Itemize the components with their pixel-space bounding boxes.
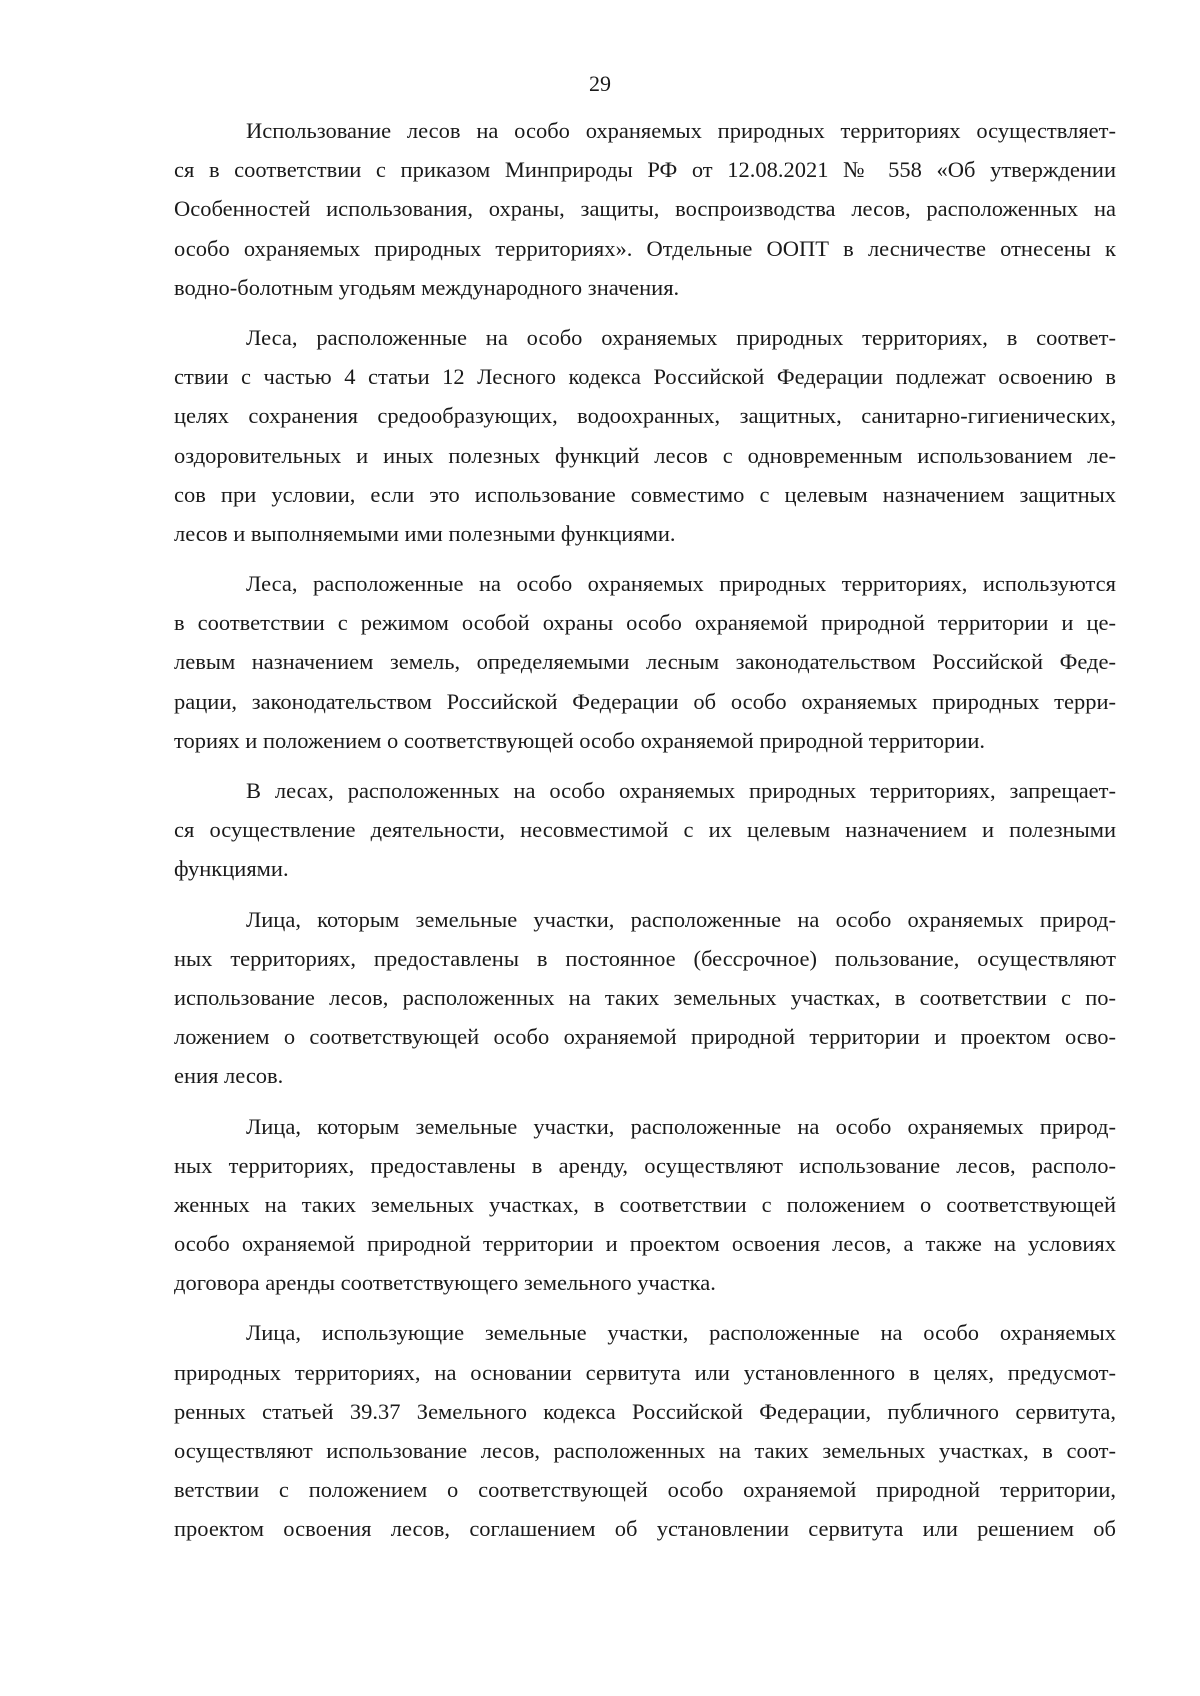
paragraph [174, 111, 1116, 307]
text-line: ренных статьей 39.37 Земельного кодекса Российской Федерации, публичного сервитута, [174, 1398, 1116, 1424]
text-line: ся в соответствии с приказом Минприроды РФ от 12.08.2021 № 558 «Об утверждении [174, 157, 1116, 183]
paragraph-spacer [174, 307, 1116, 318]
paragraph [174, 771, 1116, 889]
paragraph-spacer [174, 760, 1116, 771]
paragraph [174, 1313, 1116, 1548]
document-body [174, 111, 1116, 1549]
text-line: ториях и положением о соответствующей особо охраняемой природной территории. [174, 727, 986, 753]
text-line: Леса, расположенные на особо охраняемых природных территориях, в соответ- [246, 324, 1116, 350]
text-line: природных территориях, на основании сервитута или установленного в целях, предусмот- [174, 1359, 1116, 1385]
text-line: левым назначением земель, определяемыми лесным законодательством Российской Феде- [174, 649, 1116, 675]
text-line: функциями. [174, 856, 289, 882]
text-line: ных территориях, предоставлены в аренду, осуществляют использование лесов, располо- [174, 1152, 1116, 1178]
text-line: использование лесов, расположенных на таких земельных участках, в соответствии с по- [174, 984, 1116, 1010]
text-line: Лица, которым земельные участки, расположенные на особо охраняемых природ- [246, 906, 1116, 932]
text-line: оздоровительных и иных полезных функций лесов с одновременным использованием ле- [174, 442, 1116, 468]
text-line: Лица, использующие земельные участки, расположенные на особо охраняемых [246, 1320, 1116, 1346]
text-line: целях сохранения средообразующих, водоохранных, защитных, санитарно-гигиенических, [174, 403, 1116, 429]
paragraph [174, 900, 1116, 1096]
text-line: особо охраняемой природной территории и проектом освоения лесов, а также на условиях [174, 1231, 1116, 1257]
paragraph-spacer [174, 553, 1116, 564]
text-line: В лесах, расположенных на особо охраняемых природных территориях, запрещает- [246, 778, 1116, 803]
paragraph [174, 564, 1116, 760]
text-line: рации, законодательством Российской Федерации об особо охраняемых природных терри- [174, 688, 1116, 714]
paragraph-spacer [174, 889, 1116, 900]
text-line: Использование лесов на особо охраняемых природных территориях осуществляет- [246, 118, 1116, 143]
text-line: женных на таких земельных участках, в соответствии с положением о соответствующей [174, 1191, 1116, 1217]
paragraph-spacer [174, 1302, 1116, 1313]
text-line: в соответствии с режимом особой охраны особо охраняемой природной территории и це- [174, 610, 1116, 636]
text-line: ения лесов. [174, 1063, 284, 1089]
text-line: Леса, расположенные на особо охраняемых природных территориях, используются [246, 571, 1116, 597]
text-line: ствии с частью 4 статьи 12 Лесного кодекса Российской Федерации подлежат освоению в [174, 364, 1116, 390]
text-line: ся осуществление деятельности, несовместимой с их целевым назначением и полезными [174, 817, 1116, 843]
text-line: осуществляют использование лесов, расположенных на таких земельных участках, в соот- [174, 1438, 1116, 1463]
text-line: ветствии с положением о соответствующей особо охраняемой природной территории, [174, 1477, 1116, 1503]
text-line: Особенностей использования, охраны, защиты, воспроизводства лесов, расположенных на [174, 196, 1116, 222]
paragraph [174, 318, 1116, 553]
paragraph [174, 1107, 1116, 1303]
text-line: проектом освоения лесов, соглашением об установлении сервитута или решением об [174, 1516, 1116, 1542]
text-line: сов при условии, если это использование совместимо с целевым назначением защитных [174, 481, 1116, 507]
text-line: лесов и выполняемыми ими полезными функциями. [174, 520, 676, 546]
text-line: ложением о соответствующей особо охраняемой природной территории и проектом осво- [174, 1024, 1116, 1050]
text-line: ных территориях, предоставлены в постоянное (бессрочное) пользование, осуществляют [174, 945, 1116, 971]
text-line: Лица, которым земельные участки, расположенные на особо охраняемых природ- [246, 1113, 1116, 1139]
text-line: водно-болотным угодьям международного значения. [174, 274, 680, 300]
paragraph-spacer [174, 1096, 1116, 1107]
page-number: 29 [589, 71, 611, 96]
text-line: договора аренды соответствующего земельного участка. [174, 1270, 716, 1296]
text-line: особо охраняемых природных территориях». Отдельные ООПТ в лесничестве отнесены к [174, 235, 1116, 261]
